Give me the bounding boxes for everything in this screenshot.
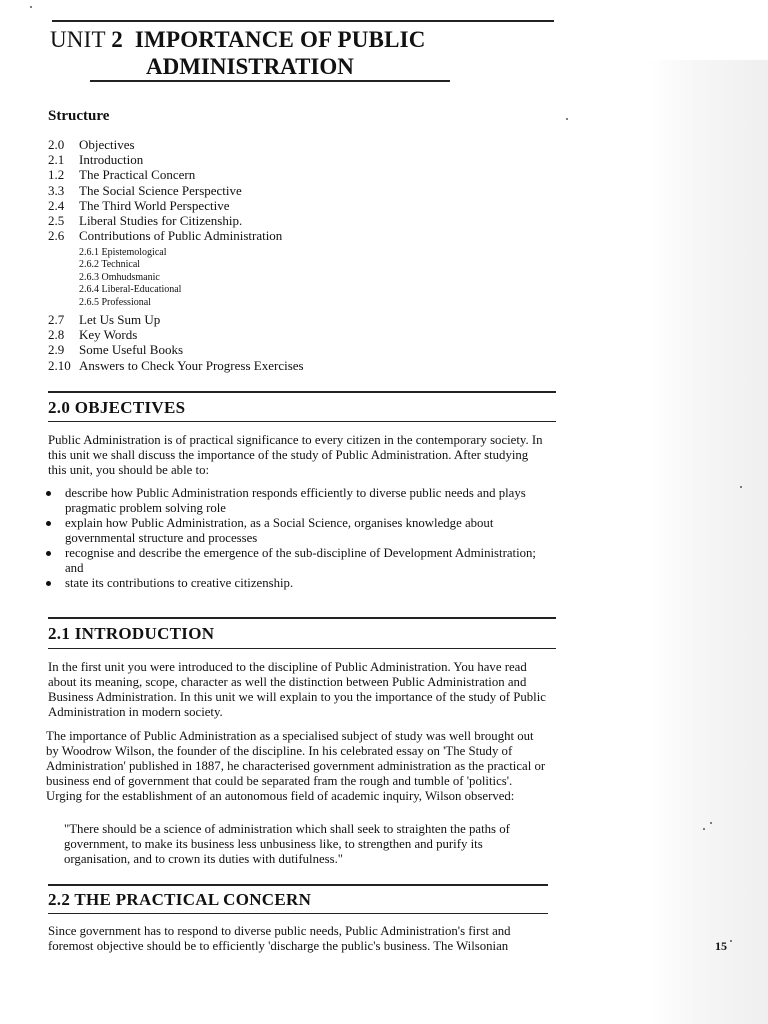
toc-item[interactable]: 1.2 The Practical Concern [48,167,196,183]
structure-list [48,137,282,243]
objectives-intro: Public Administration is of practical significance to every citizen in the contemporary society. In this unit we shall discuss the importance of the study of Public Administration. After studying this unit, you should be able to: [48,433,543,477]
toc-item[interactable]: 2.10 Answers to Check Your Progress Exercises [48,357,304,373]
title-underline [90,80,450,82]
unit-title-line1: IMPORTANCE OF PUBLIC [134,27,426,52]
section-rule [48,913,548,914]
objectives-list [46,486,546,591]
toc-subitem[interactable]: 2.6.2 Technical [79,259,141,271]
section-rule [48,421,556,422]
section-rule [48,884,548,886]
list-item: recognise and describe the emergence of the sub-discipline of Development Administration; and [46,546,546,576]
practical-concern-para: Since government has to respond to diverse public needs, Public Administration's first and foremost objective should be to efficiently 'discharge the public's business. The Wilsonian [48,924,511,953]
scan-speck [740,486,742,488]
toc-item[interactable]: 2.8 Key Words [48,327,138,343]
unit-heading [50,26,426,53]
section-rule [48,391,556,393]
bullet-icon [46,521,51,526]
scan-speck [703,828,705,830]
practical-concern-heading: 2.2 THE PRACTICAL CONCERN [48,890,312,909]
top-rule [52,20,554,22]
introduction-heading: 2.1 INTRODUCTION [48,624,215,643]
toc-item[interactable]: 2.1 Introduction [48,152,144,168]
unit-number: 2 [111,27,123,52]
scan-shadow [650,60,768,1024]
bullet-icon [46,491,51,496]
toc-subitem[interactable]: 2.6.4 Liberal-Educational [79,284,182,296]
list-item: state its contributions to creative citizenship. [46,576,546,591]
structure-sublist [79,247,181,309]
structure-heading: Structure [48,108,110,124]
objectives-heading: 2.0 OBJECTIVES [48,398,186,417]
structure-list-tail [48,312,304,373]
bullet-icon [46,581,51,586]
page-number: 15 [715,939,727,953]
toc-subitem[interactable]: 2.6.3 Omhudsmanic [79,271,160,283]
toc-item[interactable]: 2.9 Some Useful Books [48,342,183,358]
toc-item[interactable]: 3.3 The Social Science Perspective [48,182,242,198]
section-rule [48,648,556,649]
scan-speck [710,822,712,824]
list-item: explain how Public Administration, as a Social Science, organises knowledge about governmental structure and processes [46,516,546,546]
toc-item[interactable]: 2.7 Let Us Sum Up [48,312,161,327]
list-item: describe how Public Administration responds efficiently to diverse public needs and plays pragmatic problem solving role [46,486,546,516]
scan-speck [566,118,568,120]
unit-title-line2: ADMINISTRATION [146,54,354,79]
section-rule [48,617,556,619]
bullet-icon [46,551,51,556]
introduction-para-1: In the first unit you were introduced to the discipline of Public Administration. You have read about its meaning, scope, character as well the distinction between Public Administration and Business Administration. In this unit we will explain to you the importance of the study of Public Administration in modern society. [48,660,546,719]
toc-subitem[interactable]: 2.6.5 Professional [79,296,151,308]
toc-item[interactable]: 2.5 Liberal Studies for Citizenship. [48,212,243,228]
toc-item[interactable]: 2.4 The Third World Perspective [48,197,230,213]
scan-speck [730,940,732,942]
toc-subitem[interactable]: 2.6.1 Epistemological [79,247,167,258]
unit-label: UNIT [50,27,106,52]
toc-item[interactable]: 2.6 Contributions of Public Administration [48,228,283,244]
wilson-quote: "There should be a science of administration which shall seek to straighten the paths of government, to make its business less unbusiness like, to strengthen and purify its organisation, and to crown its duties with dutifulness." [64,822,510,866]
introduction-para-2: The importance of Public Administration as a specialised subject of study was well brought out by Woodrow Wilson, the founder of the discipline. In his celebrated essay on 'The Study of Administration' published in 1887, he characterised government administration as the practical or business end of government that could be separated fram the rough and tumble of 'politics'. Urging for the establishment of an autonomous field of academic inquiry, Wilson observed: [46,729,546,803]
scan-speck [30,6,32,8]
toc-item[interactable]: 2.0 Objectives [48,137,135,152]
